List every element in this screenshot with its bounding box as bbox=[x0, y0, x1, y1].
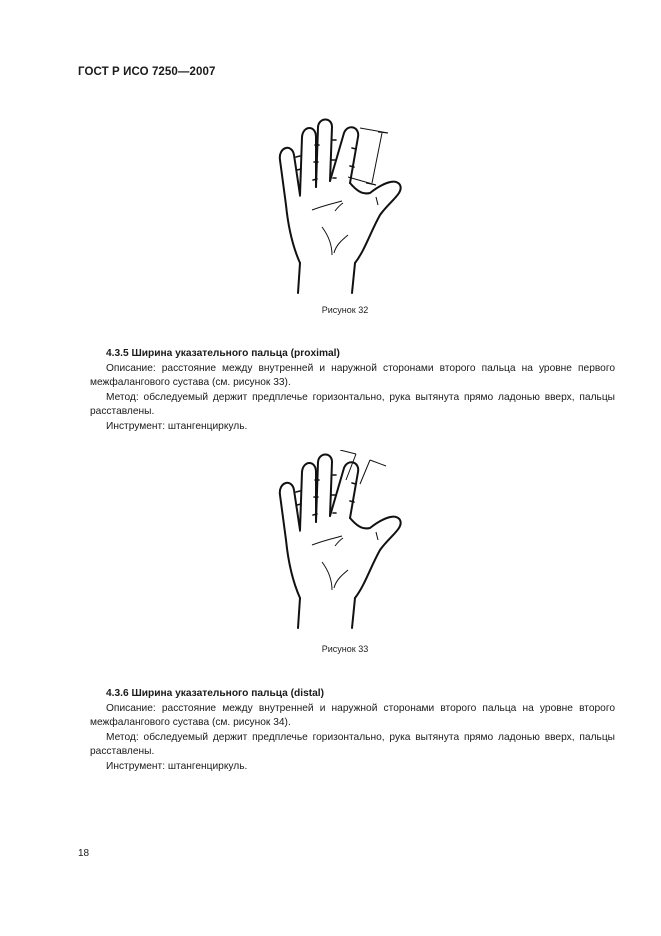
section-method: Метод: обследуемый держит предплечье горизонтально, рука вытянута прямо ладонью вверх, пальцы расставлены. bbox=[90, 731, 615, 757]
figure-33-hand-drawing bbox=[270, 450, 420, 654]
hand-palm-measure-finger-length-icon bbox=[270, 115, 420, 295]
section-method: Метод: обследуемый держит предплечье горизонтально, рука вытянута прямо ладонью вверх, пальцы расставлены. bbox=[90, 391, 615, 417]
section-instrument: Инструмент: штангенциркуль. bbox=[106, 420, 248, 432]
page-number: 18 bbox=[78, 848, 90, 859]
figure-32-hand-drawing bbox=[270, 115, 420, 315]
section-description: Описание: расстояние между внутренней и наружной сторонами второго пальца на уровне первого межфалангового сустава (см. рисунок 33). bbox=[90, 362, 615, 388]
figure-caption: Рисунок 33 bbox=[321, 644, 369, 654]
hand-palm-measure-finger-width-icon bbox=[270, 450, 420, 630]
section-4-3-6 bbox=[90, 687, 615, 774]
section-instrument: Инструмент: штангенциркуль. bbox=[106, 760, 248, 772]
section-4-3-5 bbox=[90, 347, 615, 434]
section-description: Описание: расстояние между внутренней и наружной сторонами второго пальца на уровне второго межфалангового сустава (см. рисунок 34). bbox=[90, 702, 615, 728]
figure-caption: Рисунок 32 bbox=[321, 305, 369, 315]
section-title: 4.3.6 Ширина указательного пальца (distal) bbox=[106, 688, 325, 699]
section-title: 4.3.5 Ширина указательного пальца (proximal) bbox=[106, 348, 340, 359]
document-header: ГОСТ Р ИСО 7250—2007 bbox=[78, 66, 216, 78]
